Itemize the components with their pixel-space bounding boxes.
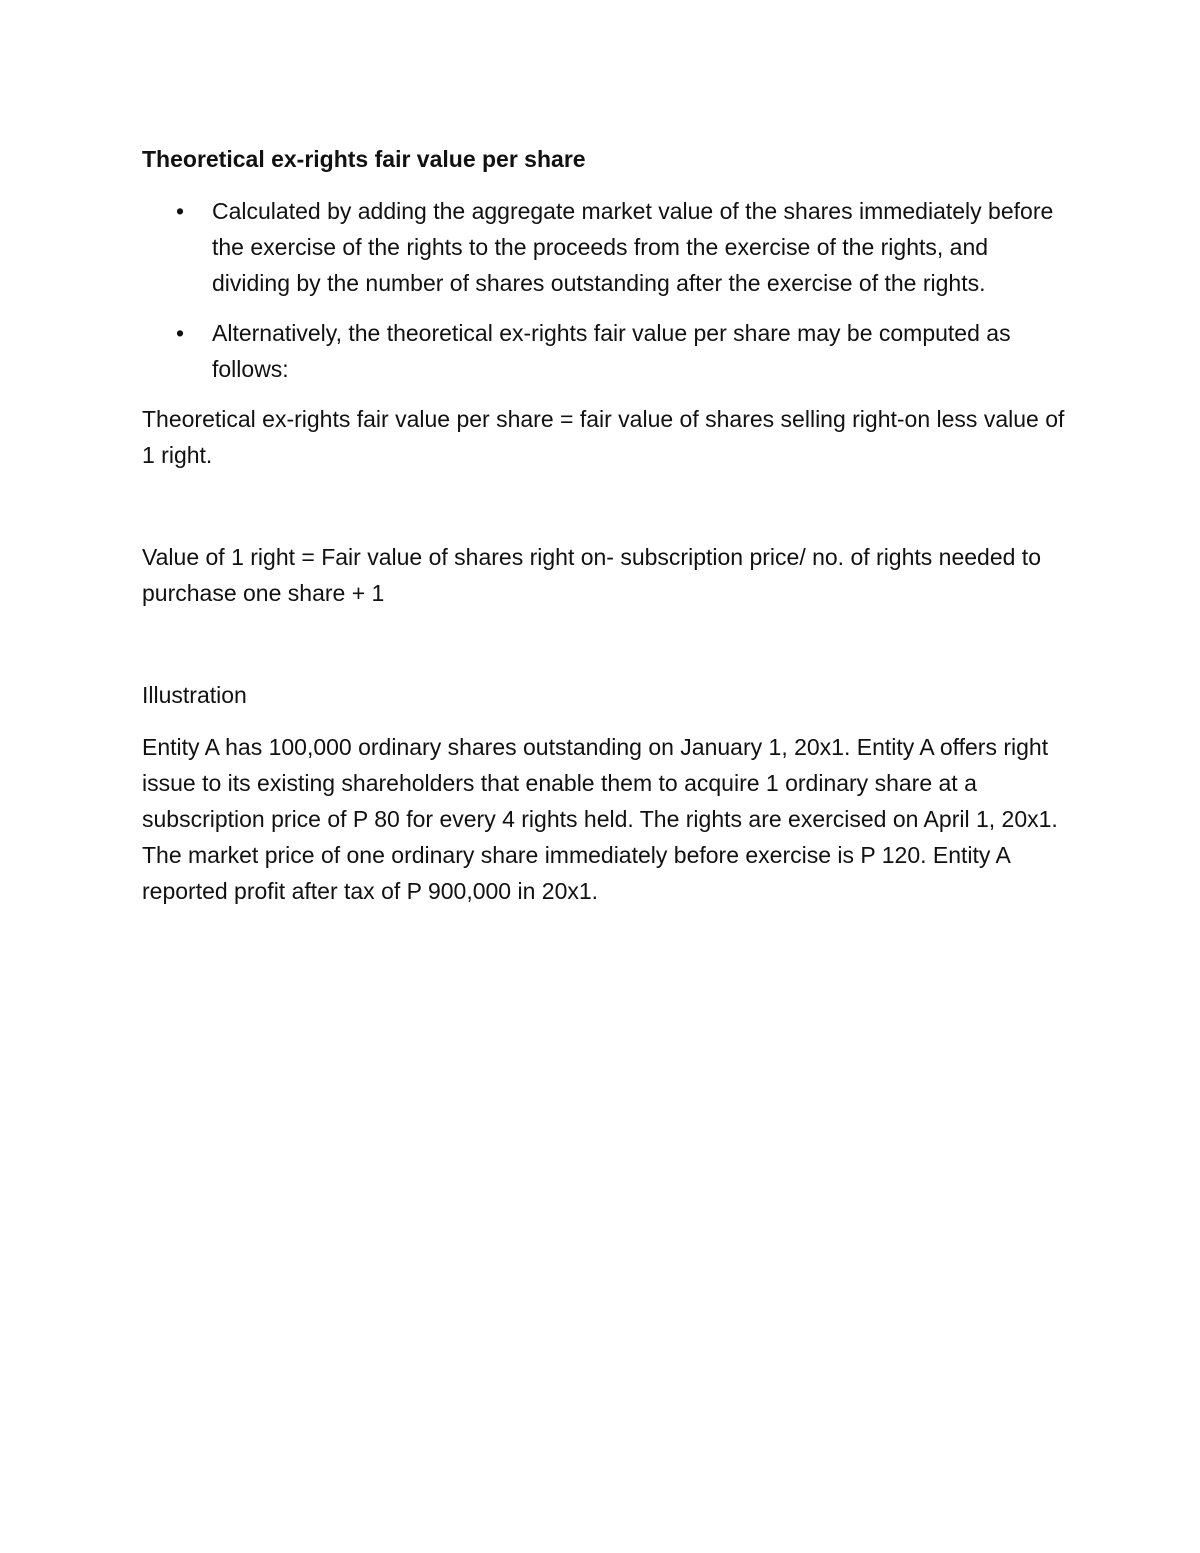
bullet-text: Alternatively, the theoretical ex-rights fair value per share may be computed as follows: <box>212 320 1011 382</box>
terp-formula: Theoretical ex-rights fair value per share = fair value of shares selling right-on less value of 1 right. <box>142 406 1065 468</box>
spacer <box>142 713 1072 729</box>
spacer <box>142 611 1072 677</box>
bullet-text: Calculated by adding the aggregate market value of the shares immediately before the exercise of the rights to the proceeds from the exercise of the rights, and dividing by the number of shares outstanding after the exercise of the rights. <box>212 198 1054 296</box>
illustration-title: Illustration <box>142 682 247 708</box>
bullet-marker-icon: • <box>176 320 185 346</box>
spacer <box>142 473 1072 539</box>
bullet-item <box>142 193 1072 301</box>
bullet-list <box>142 193 1072 387</box>
illustration-text: Entity A has 100,000 ordinary shares outstanding on January 1, 20x1. Entity A offers right issue to its existing shareholders that enable them to acquire 1 ordinary share at a subscription price of P 80 for every 4 rights held. The rights are exercised on April 1, 20x1. The market price of one ordinary share immediately before exercise is P 120. Entity A reported profit after tax of P 900,000 in 20x1. <box>142 734 1058 904</box>
bullet-item <box>142 315 1072 387</box>
section-heading: Theoretical ex-rights fair value per share <box>142 146 586 172</box>
bullet-marker-icon: • <box>176 198 185 224</box>
document-content <box>142 141 1072 909</box>
right-value-formula: Value of 1 right = Fair value of shares right on- subscription price/ no. of rights needed to purchase one share + 1 <box>142 544 1041 606</box>
